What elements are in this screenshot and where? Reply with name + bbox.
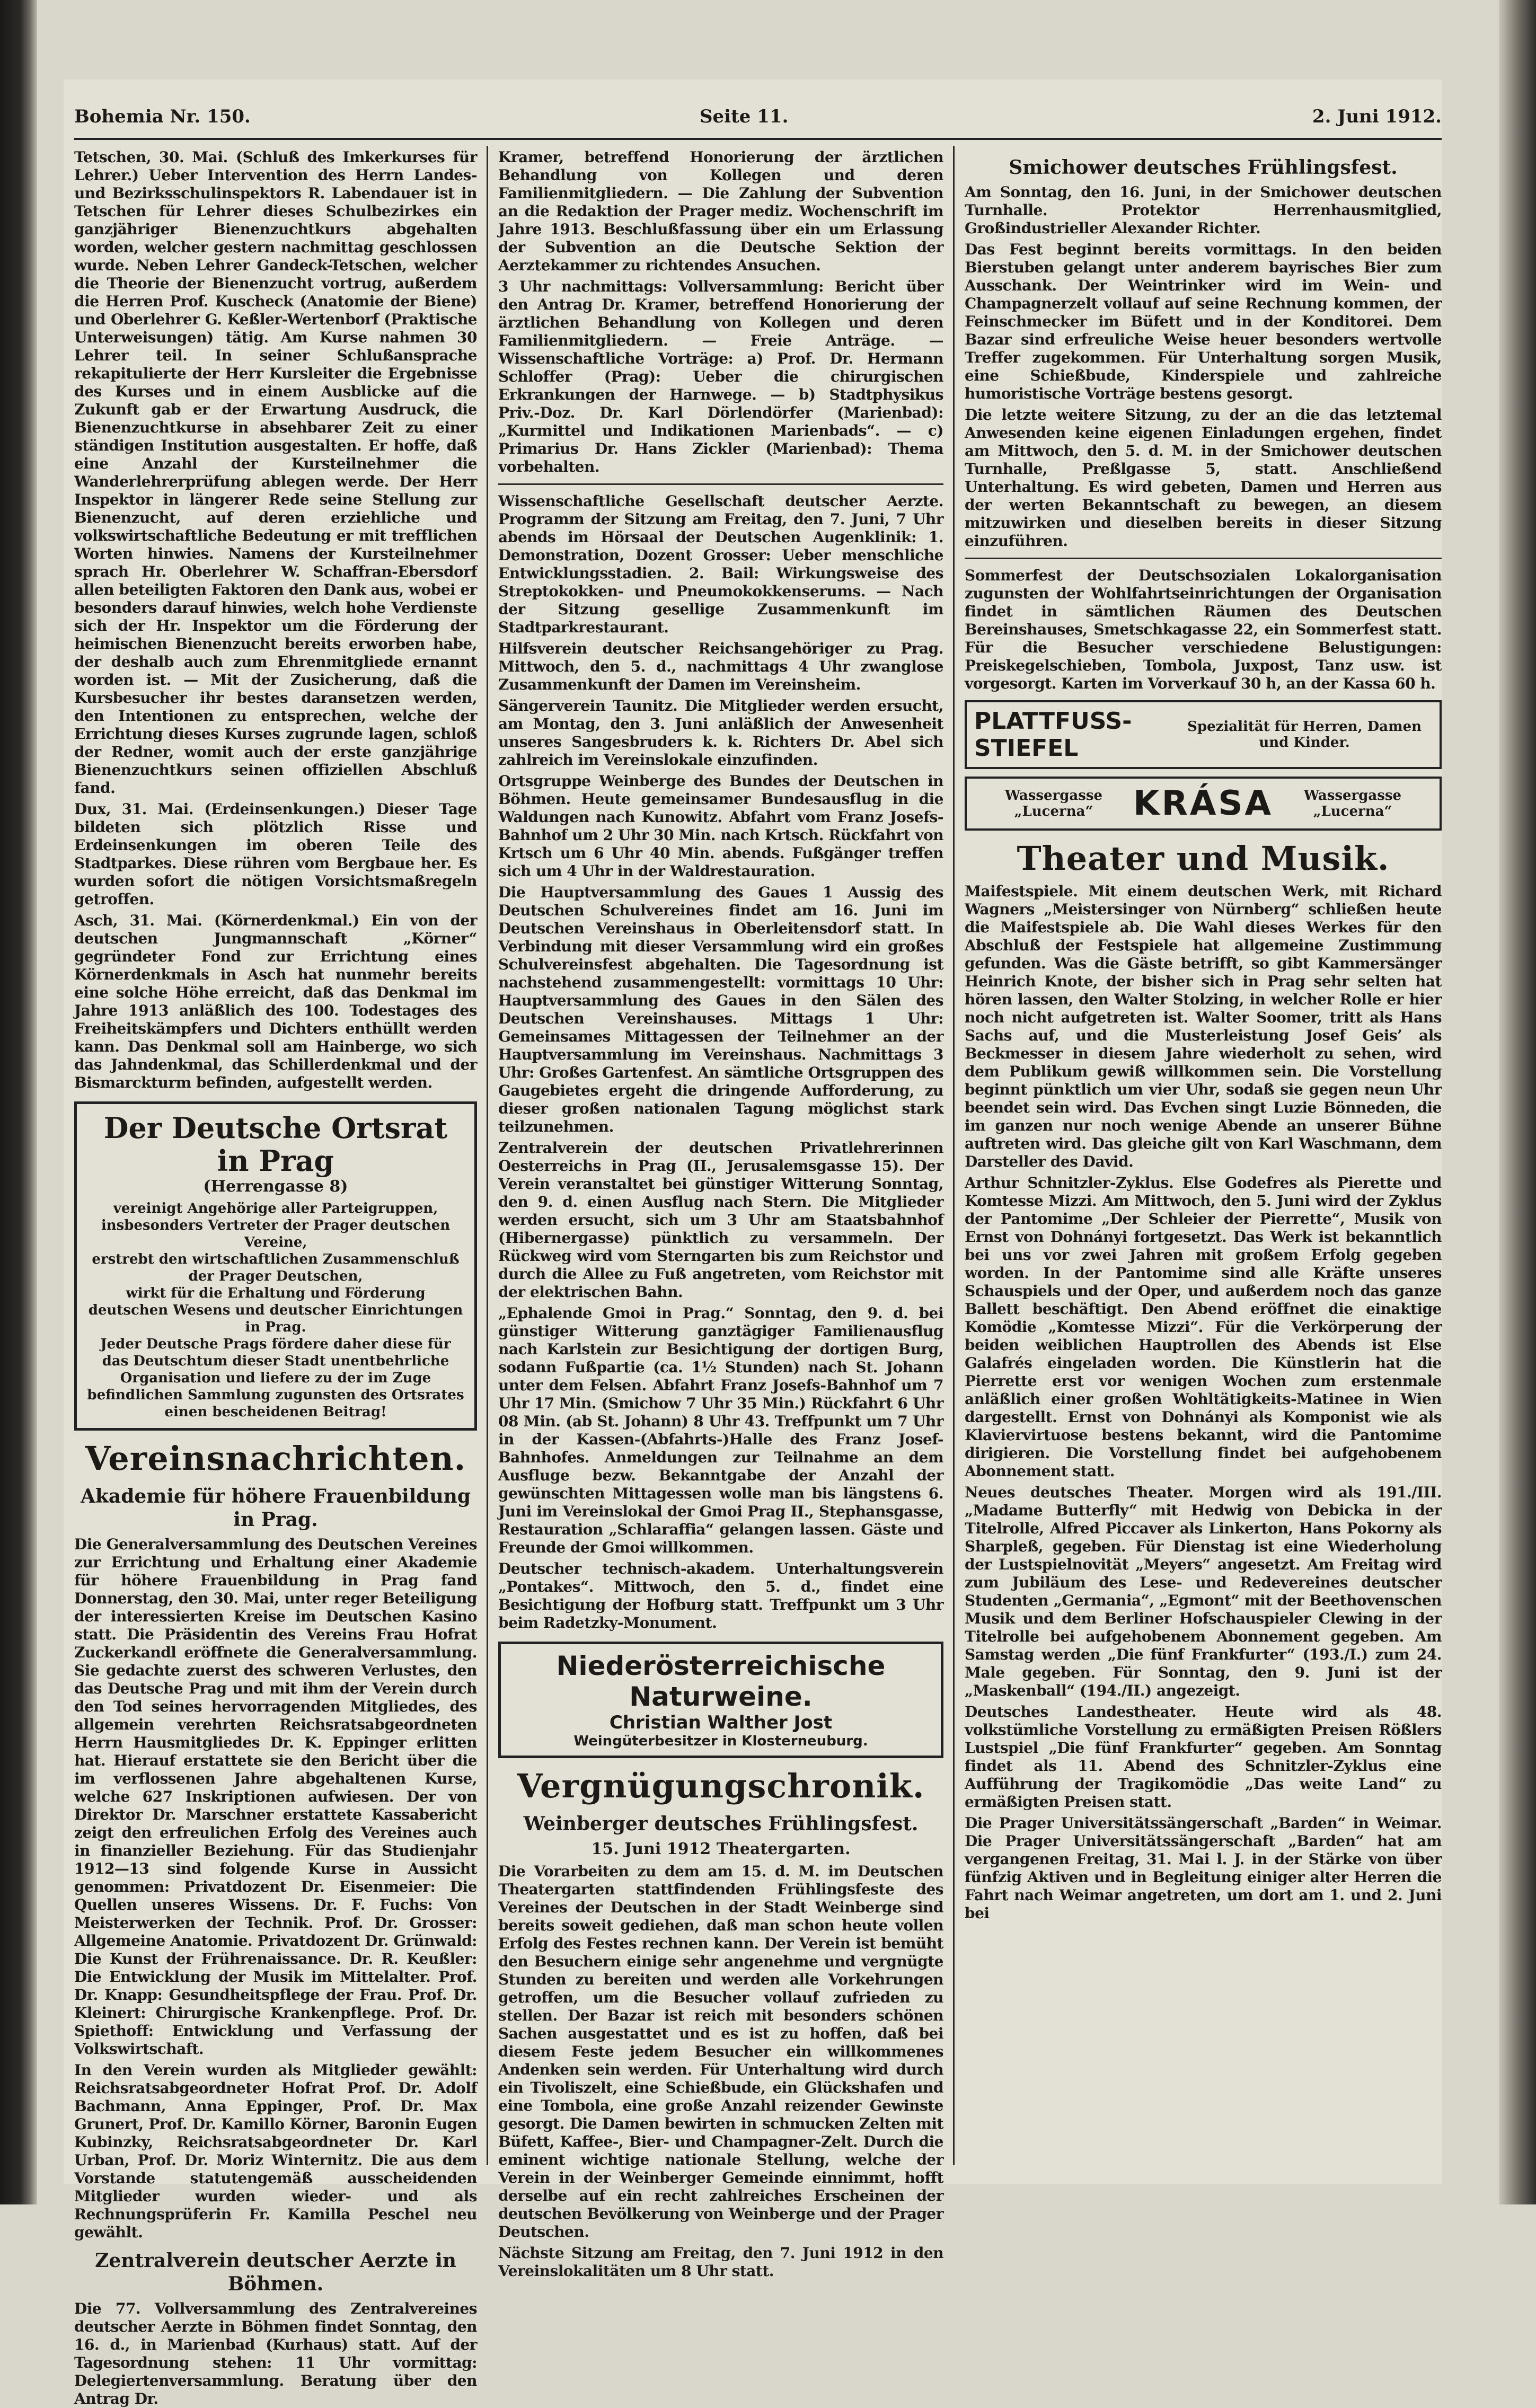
ortsrat-appeal: Jeder Deutsche Prags fördere daher diese für das Deutschtum dieser Stadt unentbehrliche Organisation und liefere zu der im Zuge befindlichen Sammlung zugunsten des Ortsrates einen bescheidenen Beitrag!: [87, 1336, 464, 1420]
article-landestheater: Deutsches Landestheater. Heute wird als 48. volkstümliche Vorstellung zu ermäßigten Preisen Rößlers Lustspiel „Die fünf Frankfurter“ gegeben. Am Sonntag findet als 11. Abend des Schnitzler-Zyklus eine Aufführung der Tragikomödie „Das weite Land“ zu ermäßigten Preisen statt.: [965, 1703, 1442, 1811]
article-smichower-fest: Das Fest beginnt bereits vormittags. In den beiden Bierstuben gelangt unter anderem bayrisches Bier zum Ausschank. Der Weintrinker wird im Wein- und Champagnerzelt vollauf auf seine Rechnung kommen, der Feinschmecker im Büfett und in der Konditorei. Dem Bazar sind erfreuliche Weise heuer besonders wertvolle Treffer zugekommen. Für Unterhaltung sorgen Musik, eine Schießbude, Kinderspiele und zahlreiche humoristische Vorträge bestens gesorgt.: [965, 241, 1442, 402]
section-heading-vereinsnachrichten: Vereinsnachrichten.: [85, 1439, 466, 1478]
column-1: [74, 148, 477, 2407]
article-asch: Asch, 31. Mai. (Körnerdenkmal.) Ein von der deutschen Jungmannschaft „Körner“ gegründeter Fond zur Errichtung eines Körnerdenkmals in Asch hat nunmehr bereits eine solche Höhe erreicht, daß das Denkmal im Jahre 1913 anläßlich des 100. Todestages des Freiheitskämpfers und Dichters enthüllt werden kann. Das Denkmal soll am Hainberge, wo sich das Jahndenkmal, das Schillerdenkmal und der Bismarckturm befinden, aufgestellt werden.: [74, 912, 477, 1091]
ortsrat-line: wirkt für die Erhaltung und Förderung deutschen Wesens und deutscher Einrichtungen in Prag.: [88, 1285, 463, 1335]
ortsrat-title: Der Deutsche Ortsrat in Prag: [103, 1111, 448, 1178]
article-gmoi: „Ephalende Gmoi in Prag.“ Sonntag, den 9. d. bei günstiger Witterung ganztägiger Familienausflug nach Karlstein zur Besichtigung der dortigen Burg, sodann Fußpartie (ca. 1½ Stunden) nach St. Johann unter dem Felsen. Abfahrt Franz Josefs-Bahnhof um 7 Uhr 17 Min. (Smichow 7 Uhr 35 Min.) Rückfahrt 6 Uhr 08 Min. (ab St. Johann) 8 Uhr 43. Treffpunkt um 7 Uhr in der Kassen-(Abfahrts-)Halle des Franz Josef-Bahnhofes. Anmeldungen zur Teilnahme an dem Ausfluge bezw. Bekanntgabe der Anzahl der gewünschten Mittagessen wolle man bis längstens 6. Juni im Vereinslokal der Gmoi Prag II., Stephansgasse, Restauration „Schlaraffia“ gelangen lassen. Gäste und Freunde der Gmoi willkommen.: [498, 1304, 943, 1556]
article-sommerfest: Sommerfest der Deutschsozialen Lokalorganisation zugunsten der Wohlfahrtseinrichtungen der Organisation findet in sämtlichen Räumen des Deutschen Bereinshauses, Smetschkagasse 22, ein Sommerfest statt. Für die Besucher verschiedene Belustigungen: Preiskegelschieben, Tombola, Juxpost, Tanz usw. ist vorgesorgt. Karten im Vorverkauf 30 h, an der Kassa 60 h.: [965, 567, 1442, 692]
section-heading-theater-musik: Theater und Musik.: [1017, 839, 1390, 878]
article-privatlehrerinnen: Zentralverein der deutschen Privatlehrerinnen Oesterreichs in Prag (II., Jerusalemsgasse 15). Der Verein veranstaltet bei günstiger Witterung Sonntag, den 9. d. einen Ausflug nach Stern. Die Mitglieder werden ersucht, sich um 3 Uhr am Staatsbahnhof (Hibernergasse) pünktlich zu versammeln. Der Rückweg wird vom Sterngarten bis zum Reichstor und durch die Allee zu Fuß angetreten, vom Reichstor mit der elektrischen Bahn.: [498, 1139, 943, 1301]
article-tetschen: Tetschen, 30. Mai. (Schluß des Imkerkurses für Lehrer.) Ueber Intervention des Herrn Landes- und Bezirksschulinspektors R. Labendauer ist in Tetschen für Lehrer dieses Schulbezirkes ein ganzjähriger Bienenzuchtkurs abgehalten worden, welcher gestern nachmittag geschlossen wurde. Neben Lehrer Gandeck-Tetschen, welcher die Theorie der Bienenzucht vortrug, außerdem die Herren Prof. Kuscheck (Anatomie der Biene) und Oberlehrer G. Keßler-Wertenborf (Praktische Unterweisungen) tätig. Am Kurse nahmen 30 Lehrer teil. In seiner Schlußansprache rekapitulierte der Herr Kursleiter die Ergebnisse des Kurses und in einem Ausblicke auf die Zukunft gab er der Erwartung Ausdruck, die Bienenzuchtkurse in absehbarer Zeit zu einer ständigen Institution ausgestalten. Er hoffe, daß eine Anzahl der Kursteilnehmer die Wanderlehrerprüfung ablegen werde. Der Herr Inspektor in längerer Rede seine Stellung zur Bienenzucht, auf deren erziehliche und volkswirtschaftliche Bedeutung er mit trefflichen Worten hinwies. Namens der Kursteilnehmer sprach Hr. Oberlehrer W. Schaffran-Ebersdorf allen beteiligten Faktoren den Dank aus, wobei er besonders darauf hinwies, welch hohe Verdienste sich der Hr. Inspektor um die Förderung der heimischen Bienenzucht bereits erworben habe, der deshalb auch zum Ehrenmitgliede ernannt worden ist. — Mit der Zusicherung, daß die Kursbesucher ihr bestes daransetzen werden, den Intentionen zu entsprechen, welche der Errichtung dieses Kurses zugrunde lagen, schloß der Redner, womit auch der erste ganzjährige Bienenzuchtkurs seinen offiziellen Abschluß fand.: [74, 148, 477, 797]
ortsrat-address: (Herrengasse 8): [203, 1177, 348, 1196]
divider: [965, 558, 1442, 559]
article-smichower-sitzung: Die letzte weitere Sitzung, zu der an die das letztemal Anwesenden keine eigenen Einladungen ergehen, findet am Mittwoch, den 5. d. M. in der Smichower deutschen Turnhalle, Preßlgasse 5, statt. Anschließend Unterhaltung. Es wird gebeten, Damen und Herren aus der werten Bekanntschaft zu bewegen, an diesem mitzuwirken und dieselben bereits in dieser Sitzung einzuführen.: [965, 406, 1442, 550]
article-saengerverein: Sängerverein Taunitz. Die Mitglieder werden ersucht, am Montag, den 3. Juni anläßlich der Anwesenheit unseres Sangesbruders k. k. Richters Dr. Abel sich zahlreich im Vereinslokale einzufinden.: [498, 697, 943, 769]
scan-binding-edge: [0, 0, 37, 2204]
subheading-zentralverein: Zentralverein deutscher Aerzte in Böhmen.: [95, 2250, 456, 2295]
article-ortsgruppe-weinberge: Ortsgruppe Weinberge des Bundes der Deutschen in Böhmen. Heute gemeinsamer Bundesausflug in die Waldungen nach Kunowitz. Abfahrt vom Franz Josefs-Bahnhof um 2 Uhr 30 Min. nach Krtsch. Rückfahrt von Krtsch um 6 Uhr 40 Min. abends. Fußgänger treffen sich um 4 Uhr in der Waldrestauration.: [498, 772, 943, 880]
column-rule: [953, 146, 955, 2165]
article-hilfsverein: Hilfsverein deutscher Reichsangehöriger zu Prag. Mittwoch, den 5. d., nachmittags 4 Uhr zwanglose Zusammenkunft der Damen im Vereinsheim.: [498, 640, 943, 693]
article-maifestspiele: Maifestspiele. Mit einem deutschen Werk, mit Richard Wagners „Meistersinger von Nürnberg“ schließen heute die Maifestspiele ab. Die Wahl dieses Werkes für den Abschluß der Festspiele hat allgemeine Zustimmung gefunden. Was die Gäste betrifft, so gibt Kammersänger Heinrich Knote, der bisher sich in Prag sehr selten hat hören lassen, den Walter Stolzing, in welcher Rolle er hier noch nicht aufgetreten ist. Walter Soomer, tritt als Hans Sachs auf, und die Musterleistung Josef Geis’ als Beckmesser in diesem Jahre wiederholt zu sehen, wird dem Publikum gewiß willkommen sein. Die Vorstellung beginnt pünktlich um vier Uhr, sodaß sie gegen neun Uhr beendet sein wird. Das Evchen singt Luzie Bönneden, die im ganzen nur noch wenige Abende an unserer Bühne auftreten wird. Das gleiche gilt von Karl Waschmann, dem Darsteller des David.: [965, 883, 1442, 1170]
article-neues-theater: Neues deutsches Theater. Morgen wird als 191./III. „Madame Butterfly“ mit Hedwig von Debicka in der Titelrolle, Alfred Piccaver als Linkerton, Hans Pokorny als Sharpleß, gegeben. Für Dienstag ist eine Wiederholung der Lustspielnovität „Meyers“ angesetzt. Am Freitag wird zum Jubiläum des Lese- und Redevereines deutscher Studenten „Germania“, „Egmont“ mit der Beethovenschen Musik und dem Berliner Hofschauspieler Clewing in der Titelrolle bei aufgehobenem Abonnement gegeben. Am Samstag werden „Die fünf Frankfurter“ (193./I.) zum 24. Male gegeben. Für Sonntag, den 9. Juni ist der „Maskenball“ (194./II.) angezeigt.: [965, 1484, 1442, 1699]
plattfuss-title: PLATTFUSS-STIEFEL: [974, 708, 1132, 762]
article-hauptversammlung: Die Hauptversammlung des Gaues 1 Aussig des Deutschen Schulvereines findet am 16. Juni im Deutschen Vereinshaus in Oberleitensdorf statt. In Verbindung mit dieser Versammlung wird ein großes Schulvereinsfest abgehalten. Die Tagesordnung ist nachstehend zusammengestellt: vormittags 10 Uhr: Hauptversammlung des Gaues in den Sälen des Deutschen Vereinshauses. Mittags 1 Uhr: Gemeinsames Mittagessen der Teilnehmer an der Hauptversammlung im Vereinshaus. Nachmittags 3 Uhr: Großes Gartenfest. An sämtliche Ortsgruppen des Gaugebietes ergeht die dringende Aufforderung, zu dieser großen nationalen Tagung möglichst stark teilzunehmen.: [498, 884, 943, 1135]
naturweine-ad: [498, 1642, 943, 1758]
article-vollversammlung: 3 Uhr nachmittags: Vollversammlung: Bericht über den Antrag Dr. Kramer, betreffend Honorierung der ärztlichen Behandlung von Kollegen und deren Familienmitgliedern. — Freie Anträge. — Wissenschaftliche Vorträge: a) Prof. Dr. Hermann Schloffer (Prag): Ueber die chirurgischen Erkrankungen der Harnwege. — b) Stadtphysikus Priv.-Doz. Dr. Karl Dörlendörfer (Marienbad): „Kurmittel und Indikationen Marienbads“. — c) Primarius Dr. Hans Zickler (Marienbad): Thema vorbehalten.: [498, 278, 943, 475]
article-akademie-members: In den Verein wurden als Mitglieder gewählt: Reichsratsabgeordneter Hofrat Prof. Dr. Adolf Bachmann, Anna Eppinger, Prof. Dr. Max Grunert, Prof. Dr. Kamillo Körner, Baronin Eugen Kubinzky, Reichsratsabgeordneter Dr. Karl Urban, Prof. Dr. Moriz Winternitz. Die aus dem Vorstande statutengemäß ausscheidenden Mitglieder wurden wieder- und als Rechnungsprüferin Fr. Kamilla Peschel neu gewählt.: [74, 2061, 477, 2241]
article-naechste-sitzung: Nächste Sitzung am Freitag, den 7. Juni 1912 in den Vereinslokalitäten um 8 Uhr statt.: [498, 2244, 943, 2280]
plattfuss-ad: [965, 700, 1442, 831]
plattfuss-left-street: Wassergasse „Lucerna“: [1004, 788, 1103, 819]
plattfuss-tag: Spezialität für Herren, Damen und Kinder.: [1187, 719, 1422, 751]
column-2: [498, 148, 943, 2280]
weinberger-fest-date: 15. Juni 1912 Theatergarten.: [591, 1840, 851, 1858]
naturweine-name: Christian Walther Jost: [609, 1712, 833, 1733]
column-rule: [487, 146, 488, 2165]
article-schnitzler-zyklus: Arthur Schnitzler-Zyklus. Else Godefres als Pierette und Komtesse Mizzi. Am Mittwoch, den 5. Juni wird der Zyklus der Pantomime „Der Schleier der Pierrette“, Musik von Ernst von Dohnányi fortgesetzt. Das Werk ist bekanntlich bei uns vor zwei Jahren mit großem Erfolg gegeben worden. In der Pantomime sind alle Kräfte unseres Schauspiels und der Oper, und außerdem noch das ganze Ballett beschäftigt. Den Abend eröffnet die einaktige Komödie „Komtesse Mizzi“. Für die Verkörperung der beiden weiblichen Hauptrollen des Abends ist Else Galafrés eingeladen worden. Die Künstlerin hat die Pierrette erst vor wenigen Wochen zum erstenmale anläßlich einer großen Wohltätigkeits-Matinee in Wien dargestellt. Ernst von Dohnányi als Komponist wie als Klaviervirtuose bestens bekannt, wird die Pantomime dirigieren. Die Vorstellung findet bei aufgehobenem Abonnement statt.: [965, 1174, 1442, 1480]
naturweine-place: Weingüterbesitzer in Klosterneuburg.: [573, 1733, 868, 1749]
ortsrat-line: vereinigt Angehörige aller Parteigruppen, insbesonders Vertreter der Prager deutschen Vereine,: [101, 1201, 451, 1250]
naturweine-title: Niederösterreichische Naturweine.: [556, 1651, 886, 1712]
subheading-smichower-fest: Smichower deutsches Frühlingsfest.: [1009, 156, 1398, 179]
article-barden: Die Prager Universitätssängerschaft „Barden“ in Weimar. Die Prager Universitätssängerschaft „Barden“ hat am vergangenen Freitag, 31. Mai l. J. in der Stärke von über fünfzig Aktiven und in Begleitung einiger alter Herren die Fahrt nach Weimar angetreten, um dort am 1. und 2. Juni bei: [965, 1814, 1442, 1922]
issue-date: 2. Juni 1912.: [1312, 106, 1442, 127]
column-3: [965, 148, 1442, 2167]
article-kramer: Kramer, betreffend Honorierung der ärztlichen Behandlung von Kollegen und deren Familienmitgliedern. — Die Zahlung der Subvention an die Redaktion der Prager mediz. Wochenschrift im Jahre 1913. Beschlußfassung über ein um Erlassung der Subvention an die Deutsche Sektion der Aerztekammer zu richtendes Ansuchen.: [498, 148, 943, 274]
krasa-brand: KRÁSA: [1133, 784, 1274, 823]
subheading-weinberger-fest: Weinberger deutsches Frühlingsfest.: [523, 1813, 919, 1835]
article-weinberger-fest: Die Vorarbeiten zu dem am 15. d. M. im Deutschen Theatergarten stattfindenden Frühlingsfeste des Vereines der Deutschen in der Stadt Weinberge sind bereits soweit gediehen, daß man schon heute vollen Erfolg des Festes rechnen kann. Der Verein ist bemüht den Besuchern einige sehr angenehme und vergnügte Stunden zu bereiten und werden alle Vorkehrungen getroffen, um die Besucher vollauf zufrieden zu stellen. Der Bazar ist reich mit besonders schönen Sachen ausgestattet und es ist zu hoffen, daß bei diesem Feste jedem Besucher ein willkommenes Andenken sein werden. Für Unterhaltung wird durch ein Tivoliszelt, eine Schießbude, ein Glückshafen und eine Tombola, eine große Anzahl reizender Gewinste gesorgt. Die Damen bewirten in schmucken Zelten mit Büfett, Kaffee-, Bier- und Champagner-Zelt. Durch die eminent wichtige nationale Stellung, welche der Verein in der Weinberger Gemeinde einnimmt, hofft derselbe auf ein recht zahlreiches Erscheinen der deutschen Bevölkerung von Weinberge und der Prager Deutschen.: [498, 1863, 943, 2241]
article-wiss-gesellschaft: Wissenschaftliche Gesellschaft deutscher Aerzte. Programm der Sitzung am Freitag, den 7. Juni, 7 Uhr abends im Hörsaal der Deutschen Augenklinik: 1. Demonstration, Dozent Grosser: Ueber menschliche Entwicklungsstadien. 2. Bail: Wirkungsweise des Streptokokken- und Pneumokokkenserums. — Nach der Sitzung gesellige Zusammenkunft im Stadtparkrestaurant.: [498, 492, 943, 636]
article-akademie: Die Generalversammlung des Deutschen Vereines zur Errichtung und Erhaltung einer Akademie für höhere Frauenbildung in Prag fand Donnerstag, den 30. Mai, unter reger Beteiligung der interessierten Kreise im Deutschen Kasino statt. Die Präsidentin des Vereins Frau Hofrat Zuckerkandl eröffnete die Generalversammlung. Sie gedachte zuerst des schweren Verlustes, den das Deutsche Prag und mit ihm der Verein durch den Tod seines hervorragenden Mitgliedes, des allgemein verehrten Reichsratsabgeordneten Herrn Hausmitgliedes Dr. K. Eppinger erlitten hat. Hierauf erstattete sie den Bericht über die im verflossenen Jahre abgehaltenen Kurse, welche 627 Inskriptionen aufwiesen. Der von Direktor Dr. Marschner erstattete Kassabericht zeigt den erfreulichen Erfolg des Vereines auch in finanzieller Beziehung. Für das Studienjahr 1912—13 sind folgende Kurse in Aussicht genommen: Privatdozent Dr. Eisenmeier: Die Quellen unseres Wissens. Dr. F. Fuchs: Von Meisterwerken der Technik. Prof. Dr. Grosser: Allgemeine Anatomie. Privatdozent Dr. Grünwald: Die Kunst der Frührenaissance. Dr. R. Keußler: Die Entwicklung der Musik im Mittelalter. Prof. Dr. Knapp: Gesundheitspflege der Frau. Prof. Dr. Kleinert: Chirurgische Krankenpflege. Prof. Dr. Spiethoff: Entwicklung und Verfassung der Volkswirtschaft.: [74, 1536, 477, 2058]
subheading-akademie: Akademie für höhere Frauenbildung in Prag.: [81, 1485, 471, 1531]
article-smichower-intro: Am Sonntag, den 16. Juni, in der Smichower deutschen Turnhalle. Protektor Herrenhausmitglied, Großindustrieller Alexander Richter.: [965, 183, 1442, 237]
article-pontakes: Deutscher technisch-akadem. Unterhaltungsverein „Pontakes“. Mittwoch, den 5. d., findet eine Besichtigung der Hofburg statt. Treffpunkt um 3 Uhr beim Radetzky-Monument.: [498, 1560, 943, 1631]
issue-label: Bohemia Nr. 150.: [74, 106, 251, 127]
article-dux: Dux, 31. Mai. (Erdeinsenkungen.) Dieser Tage bildeten sich plötzlich Risse und Erdeinsenkungen im oberen Teile des Stadtparkes. Diese rühren vom Bergbaue her. Es wurden sofort die nötigen Vorsichtsmaßregeln getroffen.: [74, 800, 477, 908]
divider: [498, 483, 943, 485]
article-zentralverein: Die 77. Vollversammlung des Zentralvereines deutscher Aerzte in Böhmen findet Sonntag, den 16. d., in Marienbad (Kurhaus) statt. Auf der Tagesordnung stehen: 11 Uhr vormittag: Delegiertenversammlung. Beratung über den Antrag Dr.: [74, 2300, 477, 2407]
scan-right-edge: [1499, 0, 1536, 2204]
ortsrat-notice-box: [74, 1101, 477, 1431]
ortsrat-line: erstrebt den wirtschaftlichen Zusammenschluß der Prager Deutschen,: [92, 1251, 460, 1284]
page-header: [74, 106, 1442, 140]
page-number: Seite 11.: [700, 106, 789, 127]
section-heading-vergnuegungschronik: Vergnügungschronik.: [517, 1767, 925, 1805]
plattfuss-right-street: Wassergasse „Lucerna“: [1303, 788, 1402, 819]
